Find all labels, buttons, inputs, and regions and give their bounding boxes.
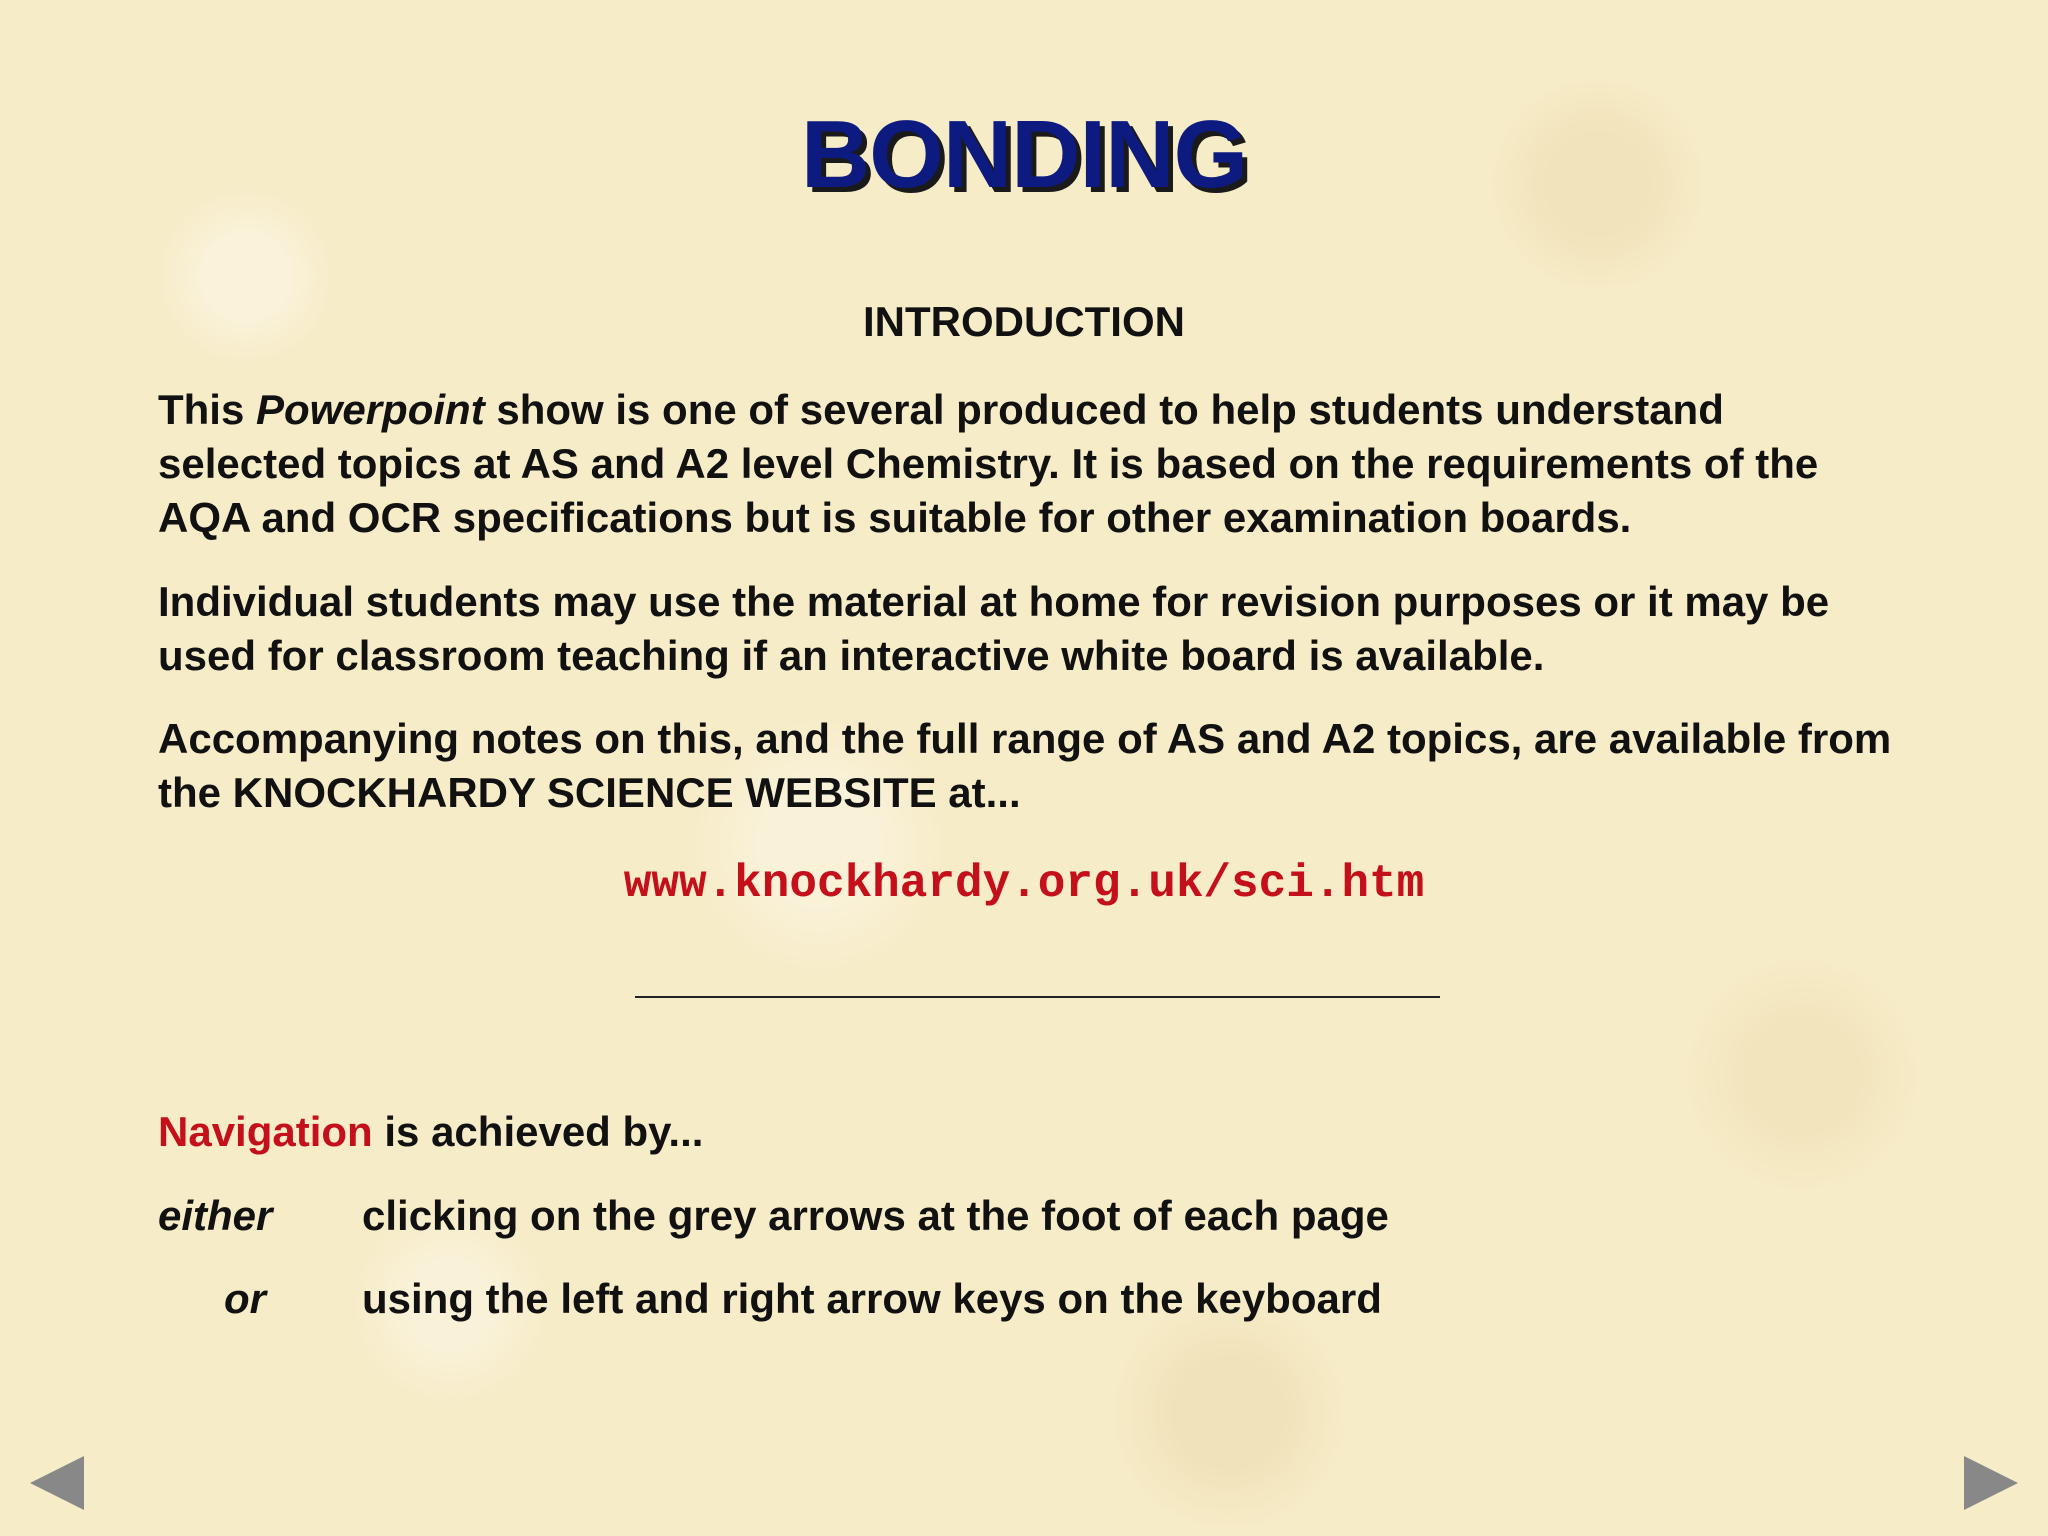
slide-subtitle: INTRODUCTION (863, 298, 1185, 345)
navigation-option-key: either (158, 1192, 273, 1239)
para1-text-start: This (158, 386, 257, 433)
intro-paragraph-1 (158, 383, 1898, 545)
intro-paragraph-2: Individual students may use the material at home for revision purposes or it may be used for classroom teaching if an interactive white board is available. (158, 578, 1830, 679)
website-link[interactable]: www.knockhardy.org.uk/sci.htm (623, 858, 1425, 910)
para1-text-end: show is one of several produced to help students understand selected topics at AS and A2 level Chemistry. It is based on the requirements of the AQA and OCR specifications but is suitable for other examination boards. (158, 386, 1819, 541)
navigation-intro (158, 1108, 703, 1156)
next-slide-arrow-icon[interactable] (1964, 1456, 2018, 1510)
navigation-highlight: Navigation (158, 1108, 373, 1155)
navigation-option-text: using the left and right arrow keys on the keyboard (362, 1275, 1382, 1322)
navigation-option-either (158, 1192, 1758, 1246)
navigation-intro-rest: is achieved by... (372, 1108, 704, 1155)
slide-title: BONDING (800, 101, 1248, 208)
divider-line (635, 996, 1440, 998)
para1-italic-powerpoint: Powerpoint (256, 386, 485, 433)
previous-slide-arrow-icon[interactable] (30, 1456, 84, 1510)
intro-paragraph-3: Accompanying notes on this, and the full range of AS and A2 topics, are available from the KNOCKHARDY SCIENCE WEBSITE at... (158, 715, 1892, 816)
navigation-option-or (158, 1275, 1758, 1329)
navigation-option-text: clicking on the grey arrows at the foot of each page (362, 1192, 1389, 1239)
navigation-option-key: or (224, 1275, 266, 1322)
